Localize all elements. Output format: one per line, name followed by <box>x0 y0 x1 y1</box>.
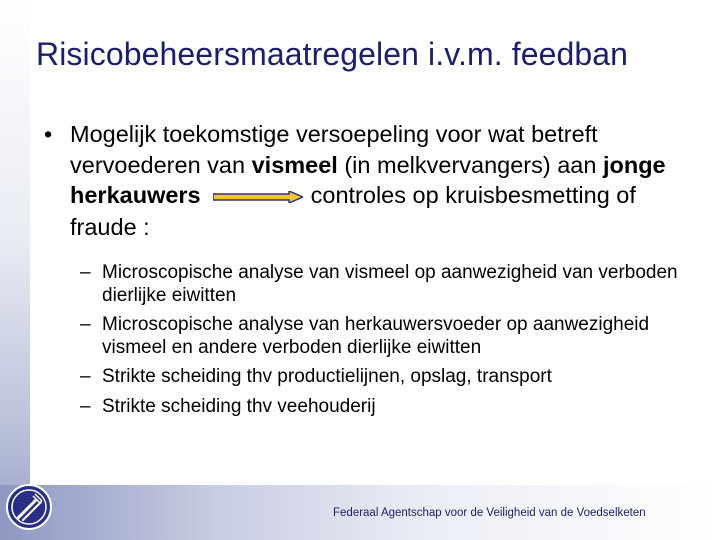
sub-bullet-text: Strikte scheiding thv productielijnen, opslag, transport <box>102 366 552 387</box>
bold-vismeel: vismeel <box>251 151 338 178</box>
right-arrow-icon <box>213 180 303 211</box>
sub-bullet-item <box>80 314 710 359</box>
left-decorative-band <box>0 0 30 540</box>
sub-bullet-list <box>80 262 710 425</box>
main-bullet-text <box>70 119 704 243</box>
slide-title: Risicobeheersmaatregelen i.v.m. feedban <box>36 36 629 72</box>
sub-bullet-text: Strikte scheiding thv veehouderij <box>102 395 376 417</box>
bullet-marker: • <box>44 121 53 147</box>
dash-marker: – <box>80 314 91 335</box>
dash-marker: – <box>80 262 91 283</box>
sub-bullet-item <box>80 262 710 307</box>
footer-agency-name: Federaal Agentschap voor de Veiligheid van de Voedselketen <box>333 507 646 519</box>
main-bullet <box>44 119 704 243</box>
bold-jonge-herkauwers: jonge herkauwers <box>70 151 666 208</box>
dash-marker: – <box>80 395 91 417</box>
sub-bullet-item <box>80 366 710 389</box>
sub-bullet-text: Microscopische analyse van vismeel op aanwezigheid van verboden dierlijke eiwitten <box>102 262 678 306</box>
fork-knife-logo-icon <box>4 482 54 532</box>
sub-bullet-item <box>80 396 710 419</box>
sub-bullet-text: Microscopische analyse van herkauwersvoeder op aanwezigheid vismeel en andere verboden dierlijke eiwitten <box>102 314 650 358</box>
dash-marker: – <box>80 366 91 387</box>
main-bullet-text-part3: controles op kruisbesmetting of fraude : <box>70 182 636 241</box>
main-bullet-text-part2: (in melkvervangers) aan <box>337 151 603 178</box>
main-bullet-text-part1: Mogelijk toekomstige versoepeling voor wat betreft vervoederen van <box>70 121 598 178</box>
